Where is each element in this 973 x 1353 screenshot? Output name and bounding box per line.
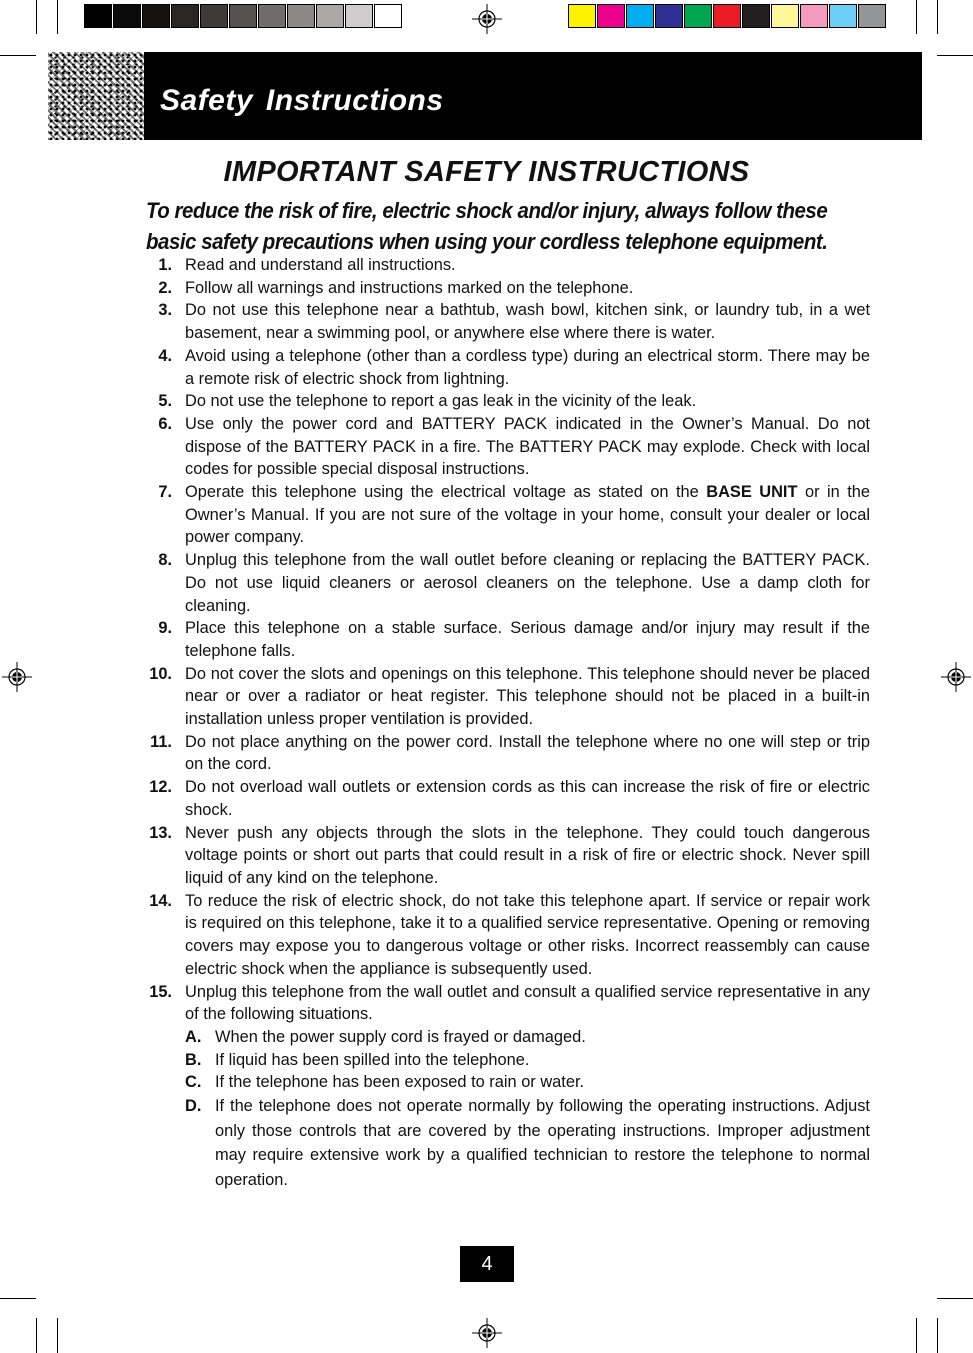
color-swatch — [568, 4, 596, 28]
list-item-text: To reduce the risk of electric shock, do not take this telephone apart. If service or repair work is required on this telephone, take it to a qualified service representative. Opening or removing covers may expose you to dangerous voltage or other risks. Incorrect reassembly can cause electric shock when the appliance is subsequently used. — [185, 891, 870, 978]
list-item — [140, 663, 870, 731]
sub-list-item-text: If the telephone has been exposed to rain or water. — [215, 1073, 585, 1092]
color-swatch — [858, 4, 886, 28]
color-swatch — [258, 4, 286, 28]
list-item-number-text: 2. — [158, 278, 172, 297]
crop-mark — [916, 1318, 917, 1353]
sub-list-item-letter: A. — [185, 1027, 202, 1046]
list-item-number-text: 10. — [149, 664, 172, 683]
crop-mark — [36, 0, 37, 34]
registration-mark-icon — [2, 662, 32, 692]
color-swatch — [229, 4, 257, 28]
crop-mark — [937, 55, 973, 56]
list-item-number-text: 4. — [158, 346, 172, 365]
sub-list — [185, 1026, 870, 1192]
list-item-number — [140, 254, 185, 277]
list-item-number-text: 1. — [158, 256, 172, 274]
list-item-number — [140, 345, 185, 390]
list-item-number — [140, 890, 185, 981]
list-item — [140, 731, 870, 776]
sub-list-item-letter: B. — [185, 1050, 202, 1069]
sub-list-item — [185, 1071, 870, 1094]
color-swatch — [142, 4, 170, 28]
list-item-text: Do not overload wall outlets or extension cords as this can increase the risk of fire or electric shock. — [185, 778, 870, 819]
list-item-number-text: 5. — [158, 392, 172, 411]
list-item-number — [140, 299, 185, 344]
list-item-number — [140, 822, 185, 890]
header-texture-pattern — [48, 52, 144, 140]
list-item — [140, 776, 870, 821]
list-item-text-part: Operate this telephone using the electrical voltage as stated on the — [185, 483, 707, 502]
list-item-text: Avoid using a telephone (other than a cordless type) during an electrical storm. There may be a remote risk of electric shock from lightning. — [185, 346, 870, 388]
list-item — [140, 481, 870, 549]
crop-mark — [36, 1318, 37, 1353]
list-item-text: Read and understand all instructions. — [185, 256, 456, 274]
list-item-number — [140, 413, 185, 481]
list-item-text: Unplug this telephone from the wall outlet and consult a qualified service representative in any of the following situations. — [185, 982, 870, 1024]
list-item — [140, 822, 870, 890]
sub-list-item — [185, 1026, 870, 1049]
color-swatch — [374, 4, 402, 28]
safety-instruction-list — [140, 254, 870, 1192]
sub-list-item — [185, 1094, 870, 1192]
list-item-number — [140, 549, 185, 617]
list-item-text-part: or in the Owner’s Manual. If you are not sure of the voltage in your home, consult your dealer or local power company. — [185, 483, 870, 547]
list-item-number — [140, 481, 185, 549]
list-item — [140, 617, 870, 662]
list-item-number — [140, 731, 185, 776]
sub-list-item-letter: C. — [185, 1073, 202, 1092]
sub-list-item-letter: D. — [185, 1097, 202, 1116]
list-item-number — [140, 277, 185, 300]
list-item-number-text: 3. — [158, 301, 172, 320]
color-swatch — [316, 4, 344, 28]
color-swatch — [684, 4, 712, 28]
list-item-number — [140, 981, 185, 1026]
sub-list-item — [185, 1049, 870, 1072]
list-item-text — [185, 481, 870, 549]
list-item — [140, 345, 870, 390]
color-swatch — [771, 4, 799, 28]
crop-mark — [937, 0, 938, 34]
list-item-number-text: 6. — [158, 414, 172, 433]
crop-mark — [937, 1318, 938, 1353]
list-item-number — [140, 617, 185, 662]
sub-list-item-text: If liquid has been spilled into the telephone. — [215, 1050, 530, 1069]
color-swatch — [800, 4, 828, 28]
crop-mark — [0, 1298, 36, 1299]
crop-mark — [0, 55, 36, 56]
list-item-number-text: 11. — [150, 732, 172, 751]
registration-mark-icon — [472, 1318, 502, 1348]
list-item-text: Do not use this telephone near a bathtub, wash bowl, kitchen sink, or laundry tub, in a wet basement, near a swimming pool, or anywhere else where there is water. — [185, 301, 870, 343]
list-item — [140, 277, 870, 300]
gray-swatch-row — [84, 4, 403, 28]
color-swatch — [655, 4, 683, 28]
list-item — [140, 390, 870, 413]
crop-mark — [57, 0, 58, 34]
color-swatch — [84, 4, 112, 28]
color-swatch — [742, 4, 770, 28]
color-swatch — [829, 4, 857, 28]
color-swatch — [113, 4, 141, 28]
sub-list-item-text: If the telephone does not operate normally by following the operating instructions. Adjust only those controls that are covered by the operating instructions. Improper adjustment may require extensive work by a qualified technician to restore the telephone to normal operation. — [215, 1097, 870, 1189]
page-number: 4 — [460, 1246, 514, 1282]
list-item-number-text: 7. — [158, 483, 172, 502]
list-item-number — [140, 776, 185, 821]
color-swatch — [171, 4, 199, 28]
list-item — [140, 254, 870, 277]
color-swatch — [713, 4, 741, 28]
list-item — [140, 299, 870, 344]
color-swatch — [345, 4, 373, 28]
color-swatch-row — [568, 4, 887, 28]
intro-paragraph: To reduce the risk of fire, electric shock and/or injury, always follow these basic safety precautions when using your cordless telephone equipment. — [146, 198, 828, 254]
list-item-number-text: 8. — [158, 551, 172, 570]
list-item — [140, 413, 870, 481]
list-item-text: Do not use the telephone to report a gas leak in the vicinity of the leak. — [185, 392, 697, 411]
color-swatch — [597, 4, 625, 28]
list-item-number-text: 9. — [158, 619, 172, 638]
list-item-number-text: 14. — [149, 891, 172, 910]
list-item-number-text: 15. — [149, 982, 172, 1001]
main-title: IMPORTANT SAFETY INSTRUCTIONS — [223, 156, 750, 188]
registration-mark-icon — [472, 4, 502, 34]
list-item-number-text: 12. — [149, 778, 172, 797]
page-header-title: Safety Instructions — [160, 84, 444, 117]
list-item-text: Follow all warnings and instructions marked on the telephone. — [185, 278, 634, 297]
color-swatch — [200, 4, 228, 28]
crop-mark — [937, 1298, 973, 1299]
list-item — [140, 549, 870, 617]
list-item-number — [140, 390, 185, 413]
crop-mark — [57, 1318, 58, 1353]
color-swatch — [626, 4, 654, 28]
list-item-number-text: 13. — [149, 823, 172, 842]
sub-list-item-text: When the power supply cord is frayed or damaged. — [215, 1027, 586, 1046]
color-swatch — [287, 4, 315, 28]
list-item-text: Do not cover the slots and openings on this telephone. This telephone should never be placed near or over a radiator or heat register. This telephone should not be placed in a built-in installation unless proper ventilation is provided. — [185, 664, 870, 729]
list-item-text: Place this telephone on a stable surface. Serious damage and/or injury may result if the telephone falls. — [185, 619, 870, 660]
list-item-text: Use only the power cord and BATTERY PACK indicated in the Owner’s Manual. Do not dispose of the BATTERY PACK in a fire. The BATTERY PACK may explode. Check with local codes for possible special disposal instructions. — [185, 414, 870, 479]
list-item-text-bold: BASE UNIT — [706, 483, 798, 502]
list-item — [140, 890, 870, 981]
list-item-number — [140, 663, 185, 731]
list-item — [140, 981, 870, 1026]
list-item-text: Do not place anything on the power cord. Install the telephone where no one will step or trip on the cord. — [185, 732, 870, 774]
list-item-text: Never push any objects through the slots in the telephone. They could touch dangerous voltage points or short out parts that could result in a risk of fire or electric shock. Never spill liquid of any kind on the telephone. — [185, 823, 870, 887]
registration-mark-icon — [941, 662, 971, 692]
list-item-text: Unplug this telephone from the wall outlet before cleaning or replacing the BATTERY PACK. Do not use liquid cleaners or aerosol cleaners on the telephone. Use a damp cloth for cleaning. — [185, 551, 870, 615]
crop-mark — [916, 0, 917, 34]
